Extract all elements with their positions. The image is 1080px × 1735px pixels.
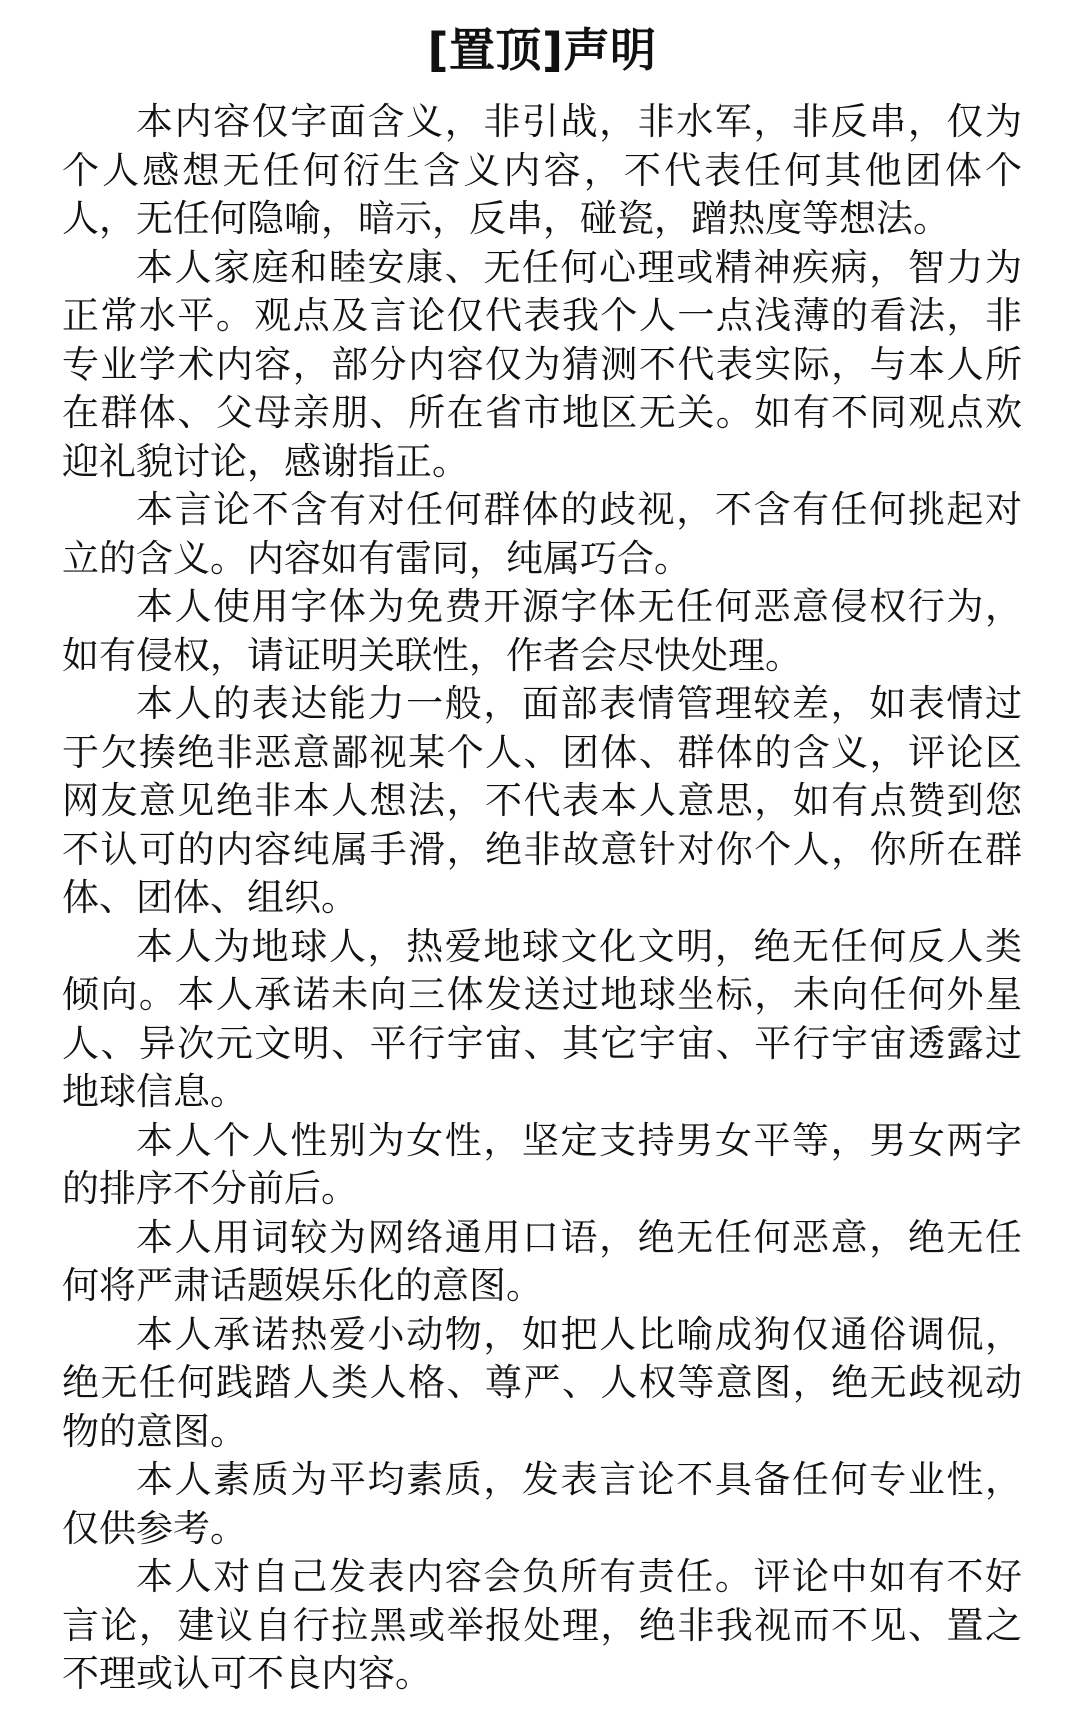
paragraph-animals: 本人承诺热爱小动物，如把人比喻成狗仅通俗调侃，绝无任何践踏人类人格、尊严、人权等意图，绝无歧视动物的意图。 <box>62 1312 1022 1453</box>
statement-document <box>62 18 1022 1699</box>
paragraph-reference-only: 本人素质为平均素质，发表言论不具备任何专业性，仅供参考。 <box>62 1458 1022 1550</box>
page-title: [置顶]声明 <box>427 23 657 77</box>
paragraph-gender-equality: 本人个人性别为女性，坚定支持男女平等，男女两字的排序不分前后。 <box>62 1118 1022 1210</box>
paragraph-font-license: 本人使用字体为免费开源字体无任何恶意侵权行为，如有侵权，请证明关联性，作者会尽快处理。 <box>62 585 1022 677</box>
paragraph-literal-meaning: 本内容仅字面含义，非引战，非水军，非反串，仅为个人感想无任何衍生含义内容，不代表任何其他团体个人，无任何隐喻，暗示，反串，碰瓷，蹭热度等想法。 <box>62 100 1022 240</box>
paragraph-no-discrimination: 本言论不含有对任何群体的歧视，不含有任何挑起对立的含义。内容如有雷同，纯属巧合。 <box>62 488 1022 580</box>
paragraph-personal-status: 本人家庭和睦安康、无任何心理或精神疾病，智力为正常水平。观点及言论仅代表我个人一点浅薄的看法，非专业学术内容，部分内容仅为猜测不代表实际，与本人所在群体、父母亲朋、所在省市地区无关。如有不同观点欢迎礼貌讨论，感谢指正。 <box>62 245 1022 483</box>
paragraph-earthling: 本人为地球人，热爱地球文化文明，绝无任何反人类倾向。本人承诺未向三体发送过地球坐标，未向任何外星人、异次元文明、平行宇宙、其它宇宙、平行宇宙透露过地球信息。 <box>62 924 1022 1113</box>
paragraph-expression: 本人的表达能力一般，面部表情管理较差，如表情过于欠揍绝非恶意鄙视某个人、团体、群体的含义，评论区网友意见绝非本人想法，不代表本人意思，如有点赞到您不认可的内容纯属手滑，绝非故意针对你个人，你所在群体、团体、组织。 <box>62 682 1022 919</box>
paragraph-wording: 本人用词较为网络通用口语，绝无任何恶意，绝无任何将严肃话题娱乐化的意图。 <box>62 1215 1022 1307</box>
paragraph-responsibility: 本人对自己发表内容会负所有责任。评论中如有不好言论，建议自行拉黑或举报处理，绝非我视而不见、置之不理或认可不良内容。 <box>62 1555 1022 1695</box>
